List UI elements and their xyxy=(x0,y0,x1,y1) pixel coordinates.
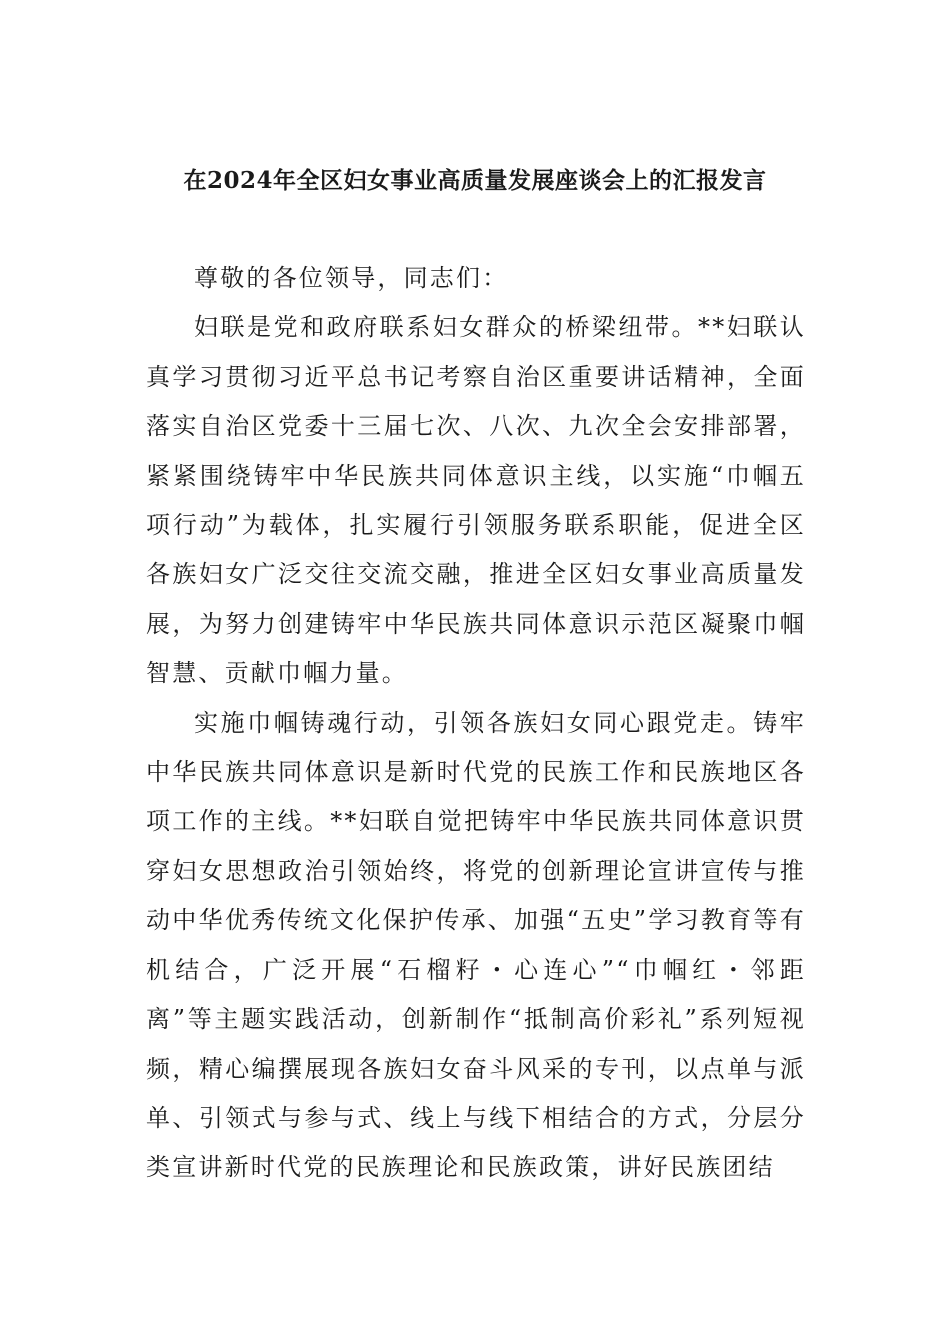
salutation-paragraph: 尊敬的各位领导，同志们： xyxy=(194,264,509,292)
document-body xyxy=(146,254,806,1193)
intro-paragraph: 妇联是党和政府联系妇女群众的桥梁纽带。**妇联认真学习贯彻习近平总书记考察自治区重要讲话精神，全面落实自治区党委十三届七次、八次、九次全会安排部署，紧紧围绕铸牢中华民族共同体意识主线，以实施“巾帼五项行动”为载体，扎实履行引领服务联系职能，促进全区各族妇女广泛交往交流交融，推进全区妇女事业高质量发展，为努力创建铸牢中华民族共同体意识示范区凝聚巾帼智慧、贡献巾帼力量。 xyxy=(146,313,806,688)
section-paragraph: 实施巾帼铸魂行动，引领各族妇女同心跟党走。铸牢中华民族共同体意识是新时代党的民族工作和民族地区各项工作的主线。**妇联自觉把铸牢中华民族共同体意识贯穿妇女思想政治引领始终，将党的创新理论宣讲宣传与推动中华优秀传统文化保护传承、加强“五史”学习教育等有机结合，广泛开展“石榴籽・心连心”“巾帼红・邻距离”等主题实践活动，创新制作“抵制高价彩礼”系列短视频，精心编撰展现各族妇女奋斗风采的专刊，以点单与派单、引领式与参与式、线上与线下相结合的方式，分层分类宣讲新时代党的民族理论和民族政策，讲好民族团结 xyxy=(146,708,806,1182)
document-title: 在2024年全区妇女事业高质量发展座谈会上的汇报发言 xyxy=(183,167,767,194)
